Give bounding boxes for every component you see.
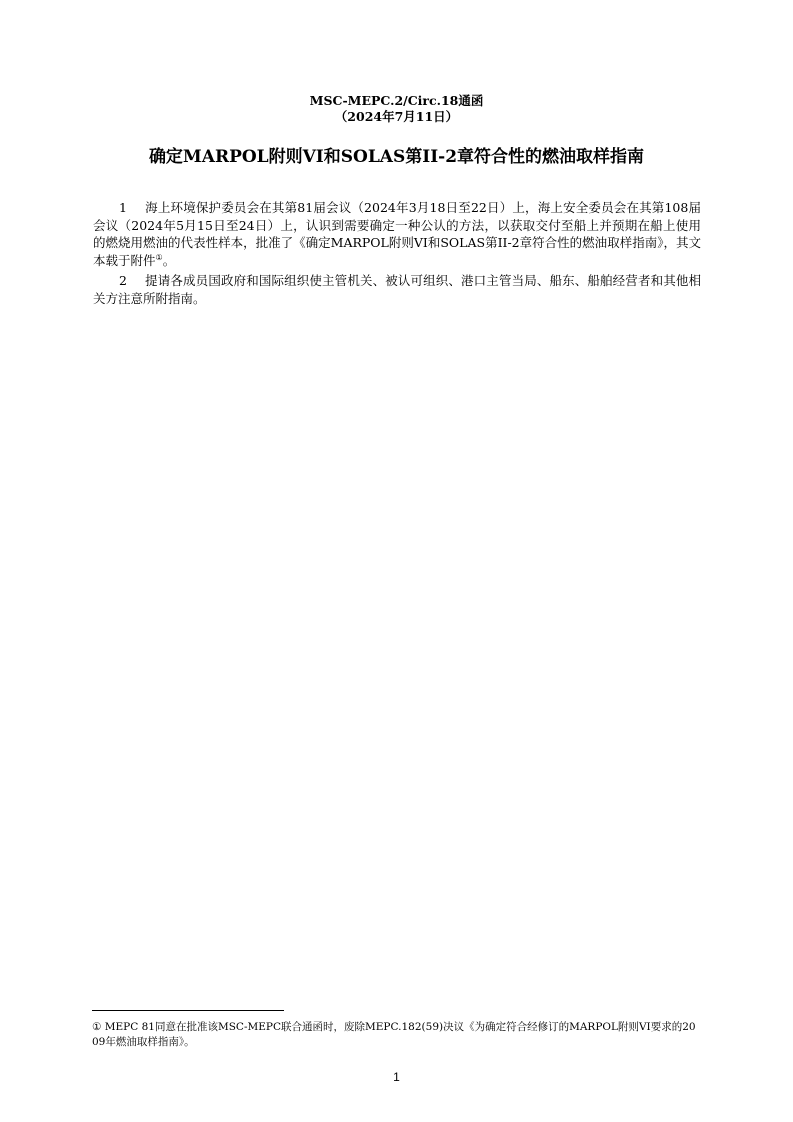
- document-title: 确定MARPOL附则VI和SOLAS第II-2章符合性的燃油取样指南: [148, 147, 645, 167]
- paragraph-text: 海上环境保护委员会在其第81届会议（2024年3月18日至22日）上，海上安全委员会在其第108届会议（2024年5月15日至24日）上，认识到需要确定一种公认的方法，以获取交付至船上并预期在船上使用的燃烧用燃油的代表性样本，批准了《确定MARPOL附则VI和SOLAS第II-2章符合性的燃油取样指南》，其文本载于附件: [93, 200, 701, 268]
- footnote: [92, 1020, 702, 1050]
- circular-reference: MSC-MEPC.2/Circ.18通函: [309, 93, 484, 108]
- paragraph-1: [93, 199, 701, 269]
- footnote-text: MEPC 81同意在批准该MSC-MEPC联合通函时，废除MEPC.182(59)决议《为确定符合经修订的MARPOL附则VI要求的2009年燃油取样指南》。: [92, 1021, 696, 1048]
- footnote-divider: [92, 1010, 284, 1011]
- footnote-marker: ①: [92, 1021, 102, 1033]
- circular-date: （2024年7月11日）: [334, 109, 459, 124]
- page-number: 1: [393, 1070, 400, 1084]
- paragraph-number: 2: [119, 273, 127, 288]
- paragraph-end: 。: [162, 252, 176, 268]
- paragraph-2: [93, 272, 701, 307]
- paragraph-text: 提请各成员国政府和国际组织使主管机关、被认可组织、港口主管当局、船东、船舶经营者和其他相关方注意所附指南。: [93, 273, 701, 306]
- footnote-reference[interactable]: ①: [155, 252, 163, 262]
- paragraph-number: 1: [119, 200, 127, 215]
